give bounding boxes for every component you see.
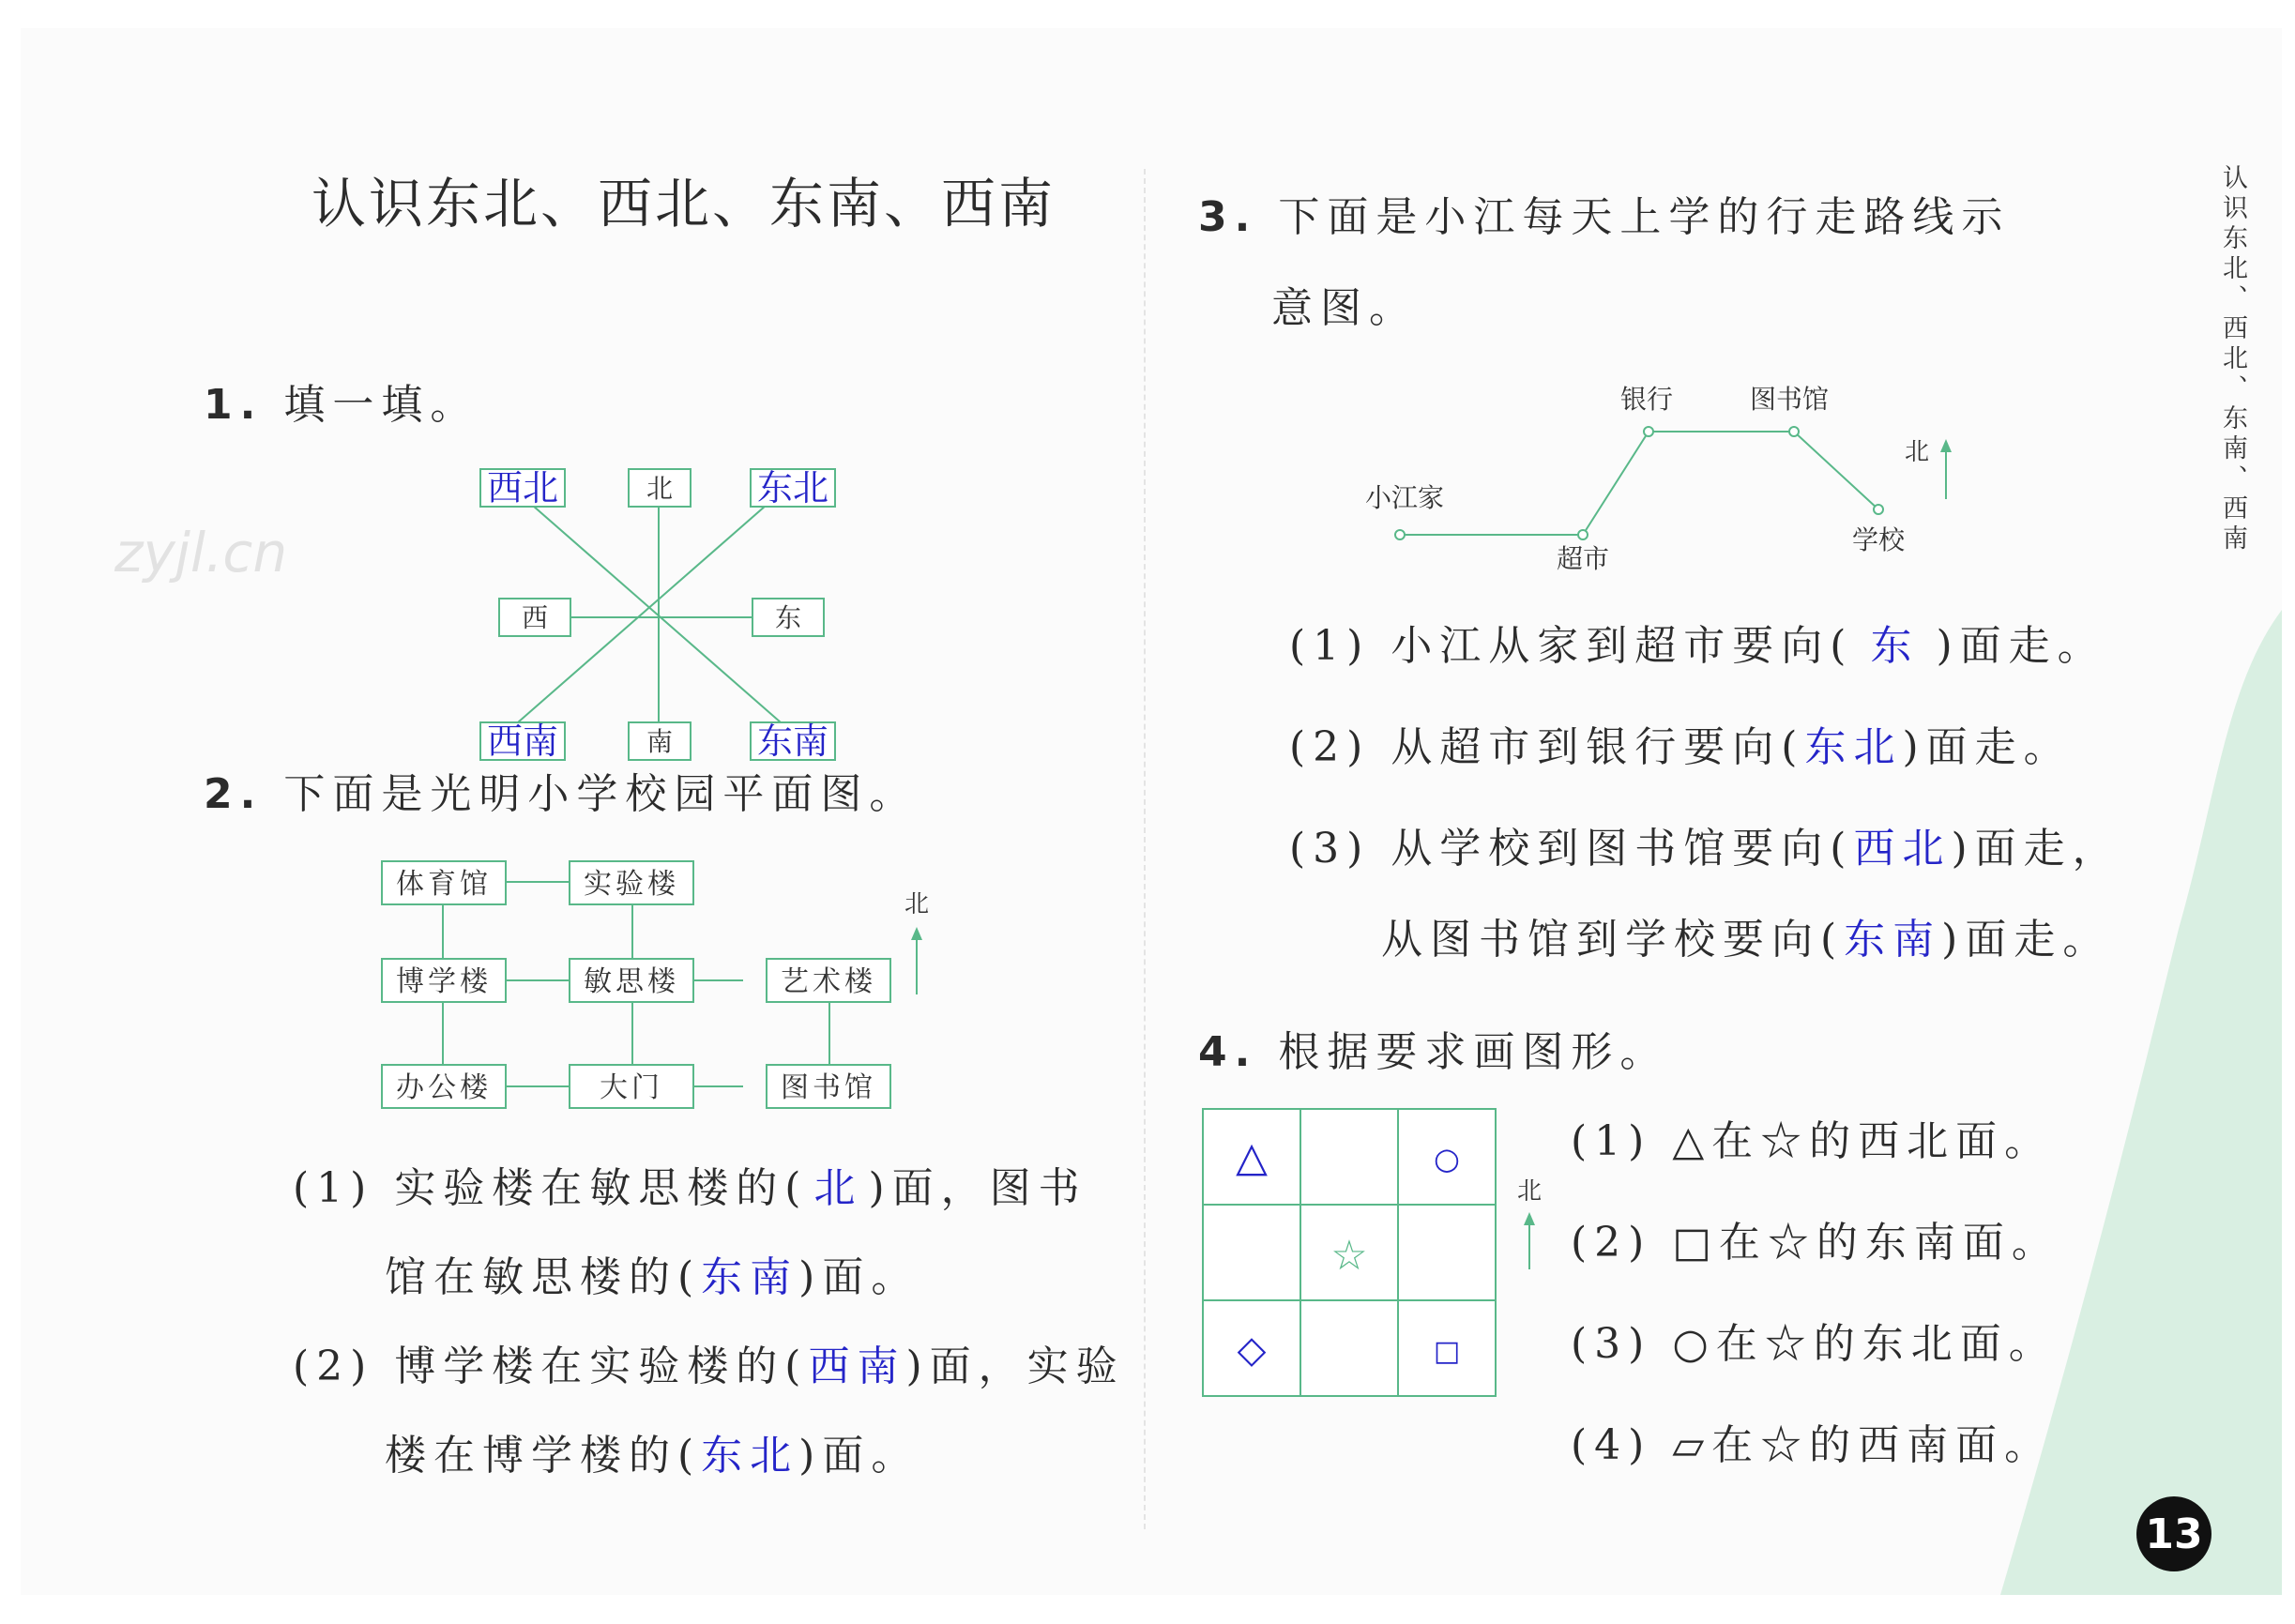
q3-route-map — [1315, 357, 1972, 600]
q3-sub2: (2) 从超市到银行要向(东北)面走。 — [1289, 723, 2073, 771]
page-number-badge — [2136, 1496, 2211, 1571]
circle-icon: ○ — [1434, 1141, 1460, 1176]
page-title: 认识东北、西北、东南、西南 — [312, 172, 1056, 235]
label-west: 西 — [521, 602, 549, 633]
star-icon: ☆ — [1330, 1232, 1368, 1280]
place-home: 小江家 — [1364, 482, 1445, 513]
q2-campus-map — [349, 854, 968, 1135]
diamond-icon: ◇ — [1237, 1328, 1267, 1372]
q1-heading: 1. 填一填。 — [204, 381, 479, 429]
building-office: 办公楼 — [396, 1071, 492, 1104]
place-market: 超市 — [1556, 543, 1610, 574]
building-minsi: 敏思楼 — [584, 965, 679, 998]
place-school: 学校 — [1851, 524, 1906, 555]
building-library: 图书馆 — [781, 1071, 876, 1104]
q2-heading: 2. 下面是光明小学校园平面图。 — [204, 770, 919, 818]
answer-southwest: 西南 — [486, 721, 559, 762]
q4-item-3: (3) ○在☆的东北面。 — [1571, 1320, 2058, 1368]
north-label: 北 — [1904, 438, 1930, 466]
q4-item-2: (2) □在☆的东南面。 — [1571, 1219, 2060, 1267]
building-art: 艺术楼 — [781, 965, 876, 998]
q4-item-4: (4) ▱在☆的西南面。 — [1571, 1421, 2054, 1469]
north-label: 北 — [1516, 1177, 1543, 1206]
building-gate: 大门 — [600, 1071, 663, 1104]
page-gutter — [1144, 169, 1146, 1529]
q3-sub1: (1) 小江从家到超市要向( 东 )面走。 — [1289, 622, 2106, 670]
q2-sub1-line2: 馆在敏思楼的(东南)面。 — [385, 1253, 920, 1301]
answer-northwest: 西北 — [486, 467, 559, 508]
q4-item-1: (1) △在☆的西北面。 — [1571, 1117, 2054, 1165]
label-north: 北 — [646, 473, 674, 504]
watermark: zyjl.cn — [114, 521, 288, 584]
q2-sub2-line1: (2) 博学楼在实验楼的(西南)面，实验 — [293, 1343, 1125, 1390]
q2-sub2-line2: 楼在博学楼的(东北)面。 — [385, 1432, 920, 1480]
label-south: 南 — [646, 726, 674, 757]
building-gym: 体育馆 — [396, 868, 492, 901]
q4-grid — [1201, 1105, 1558, 1415]
place-bank: 银行 — [1619, 384, 1674, 415]
q3-sub3-line1: (3) 从学校到图书馆要向(西北)面走， — [1289, 825, 2121, 873]
q4-heading: 4. 根据要求画图形。 — [1198, 1028, 1669, 1076]
answer-northeast: 东北 — [756, 467, 829, 508]
building-boxue: 博学楼 — [396, 965, 492, 998]
side-title: 认识东北、西北、东南、西南 — [2218, 164, 2247, 554]
q2-sub1-line1: (1) 实验楼在敏思楼的( 北 )面，图书 — [293, 1164, 1087, 1212]
place-library: 图书馆 — [1749, 384, 1830, 415]
north-label: 北 — [904, 890, 930, 918]
workbook-page — [21, 28, 2282, 1595]
q3-sub3-line2: 从图书馆到学校要向(东南)面走。 — [1381, 916, 2112, 964]
label-east: 东 — [774, 602, 802, 633]
q3-heading-line2: 意图。 — [1271, 284, 1418, 332]
square-icon: □ — [1433, 1335, 1461, 1368]
building-lab: 实验楼 — [584, 868, 679, 901]
answer-southeast: 东南 — [756, 721, 829, 762]
q3-heading-line1: 3. 下面是小江每天上学的行走路线示 — [1198, 193, 2011, 241]
triangle-icon: △ — [1236, 1133, 1268, 1181]
page-number: 13 — [2145, 1510, 2203, 1558]
q1-compass-diagram — [462, 460, 856, 769]
